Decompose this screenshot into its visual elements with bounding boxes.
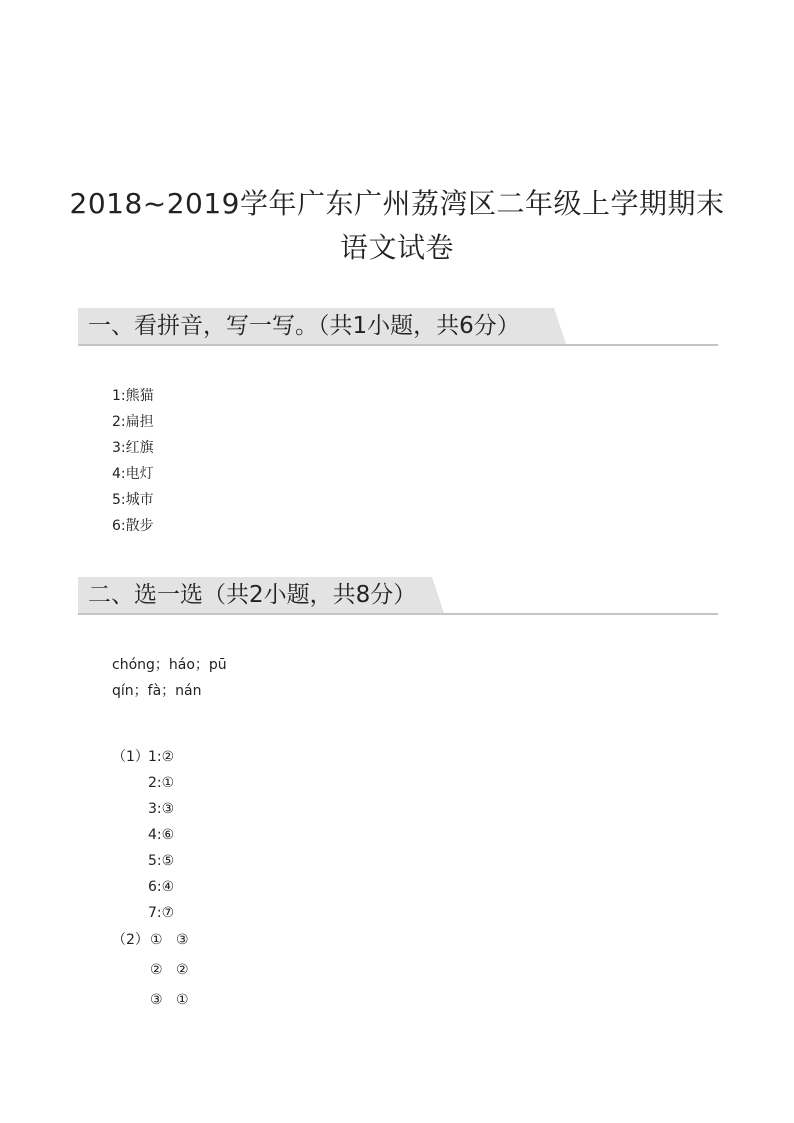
pinyin-list [112, 652, 227, 704]
answer-item: 2:扁担 [112, 414, 154, 430]
part-1-answer-item: 5:⑤ [148, 853, 175, 869]
answer-item: 6:散步 [112, 518, 154, 534]
answer-item: 5:城市 [112, 492, 154, 508]
part-1-answer-item: 3:③ [148, 801, 175, 817]
section-1-answer-list [112, 383, 154, 539]
part-2-answer-cell: ① [176, 992, 189, 1008]
document-title-line-2: 语文试卷 [339, 231, 454, 264]
part-2-answer-row [150, 926, 202, 956]
part-2-answer-row [150, 956, 202, 986]
part-1-label: （1） [112, 749, 149, 765]
section-1-header [78, 308, 718, 346]
part-2-label: （2） [112, 932, 149, 948]
section-2-header [78, 577, 718, 615]
section-1-header-rule [78, 344, 718, 346]
part-2-answer-cell: ② [150, 962, 163, 978]
answer-item: 4:电灯 [112, 466, 154, 482]
document-title-line-1: 2018~2019学年广东广州荔湾区二年级上学期期末 [69, 187, 725, 220]
answer-item: 3:红旗 [112, 440, 154, 456]
part-1-answer-list [148, 744, 174, 926]
pinyin-line: qín；fà；nán [112, 683, 202, 699]
part-2-answer-row [150, 986, 202, 1016]
section-2-header-rule [78, 613, 718, 615]
pinyin-line: chóng；háo；pū [112, 657, 227, 673]
part-1-answer-item: 7:⑦ [148, 905, 175, 921]
part-2-answer-cell: ③ [150, 992, 163, 1008]
part-1-answer-item: 2:① [148, 775, 175, 791]
part-2-answer-cell: ① [150, 932, 163, 948]
answer-item: 1:熊猫 [112, 388, 154, 404]
part-2-answer-cell: ③ [176, 932, 189, 948]
section-1-header-label: 一、看拼音，写一写。（共1小题，共6分） [88, 313, 520, 339]
part-2-answer-cell: ② [176, 962, 189, 978]
part-1-answer-item: 4:⑥ [148, 827, 175, 843]
part-1-answer-item: 6:④ [148, 879, 175, 895]
part-1-answer-item: 1:② [148, 749, 175, 765]
section-2-header-label: 二、选一选（共2小题，共8分） [88, 582, 417, 608]
part-2-answer-rows [150, 926, 202, 1016]
